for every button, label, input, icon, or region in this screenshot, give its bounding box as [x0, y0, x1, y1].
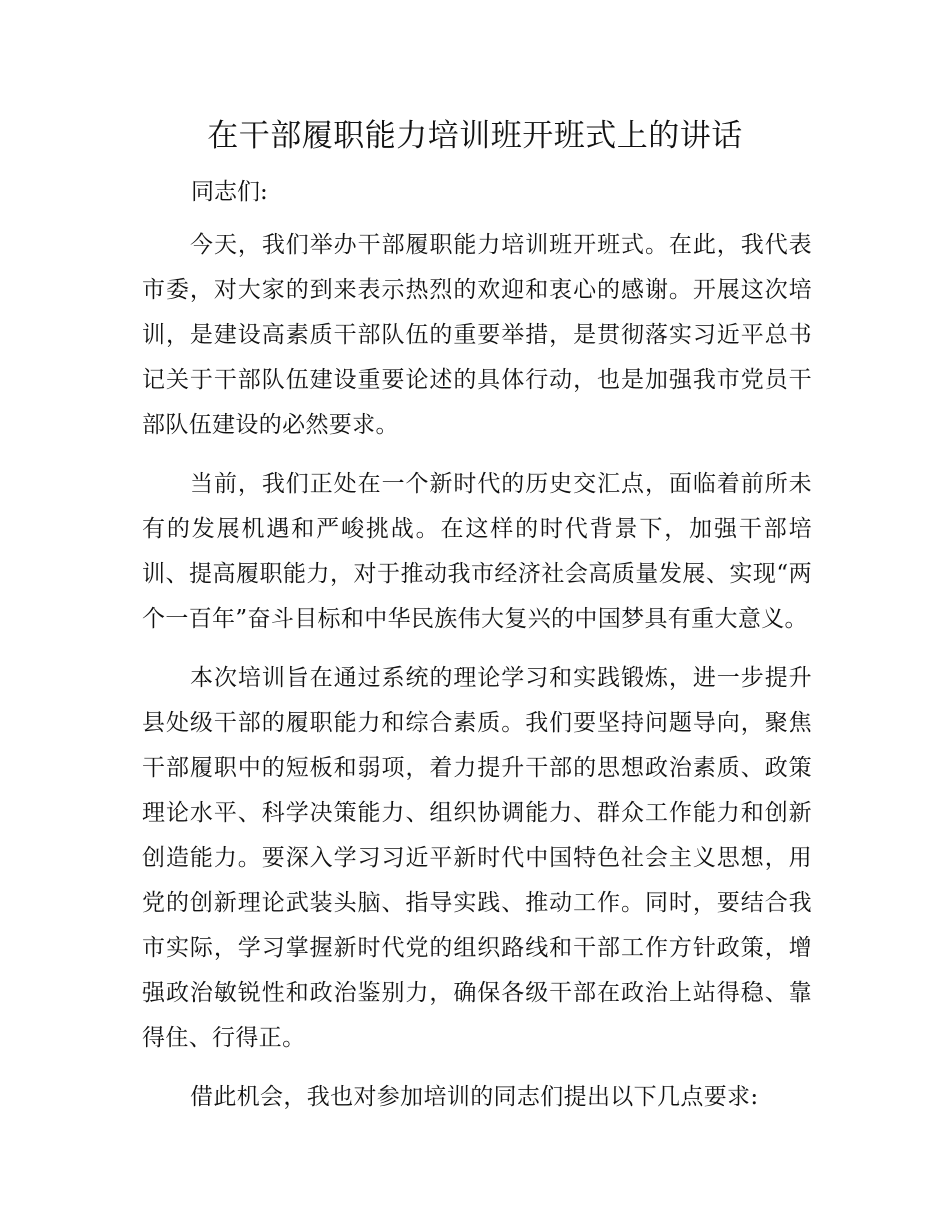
speech-body — [142, 223, 812, 1134]
salutation: 同志们: — [191, 179, 268, 205]
paragraph-context: 当前，我们正处在一个新时代的历史交汇点，面临着前所未有的发展机遇和严峻挑战。在这样的时代背景下，加强干部培训、提高履职能力，对于推动我市经济社会高质量发展、实现“两个一百年”奋斗目标和中华民族伟大复兴的中国梦具有重大意义。 — [142, 471, 812, 632]
paragraph-training-goals: 本次培训旨在通过系统的理论学习和实践锻炼，进一步提升县处级干部的履职能力和综合素质。我们要坚持问题导向，聚焦干部履职中的短板和弱项，着力提升干部的思想政治素质、政策理论水平、科学决策能力、组织协调能力、群众工作能力和创新创造能力。要深入学习习近平新时代中国特色社会主义思想，用党的创新理论武装头脑、指导实践、推动工作。同时，要结合我市实际，学习掌握新时代党的组织路线和干部工作方针政策，增强政治敏锐性和政治鉴别力，确保各级干部在政治上站得稳、靠得住、行得正。 — [142, 665, 812, 1051]
paragraph-opening: 今天，我们举办干部履职能力培训班开班式。在此，我代表市委，对大家的到来表示热烈的欢迎和衷心的感谢。开展这次培训，是建设高素质干部队伍的重要举措，是贯彻落实习近平总书记关于干部队伍建设重要论述的具体行动，也是加强我市党员干部队伍建设的必然要求。 — [142, 232, 812, 438]
document-title: 在干部履职能力培训班开班式上的讲话 — [207, 118, 743, 154]
paragraph-requirements-intro: 借此机会，我也对参加培训的同志们提出以下几点要求: — [190, 1084, 759, 1110]
